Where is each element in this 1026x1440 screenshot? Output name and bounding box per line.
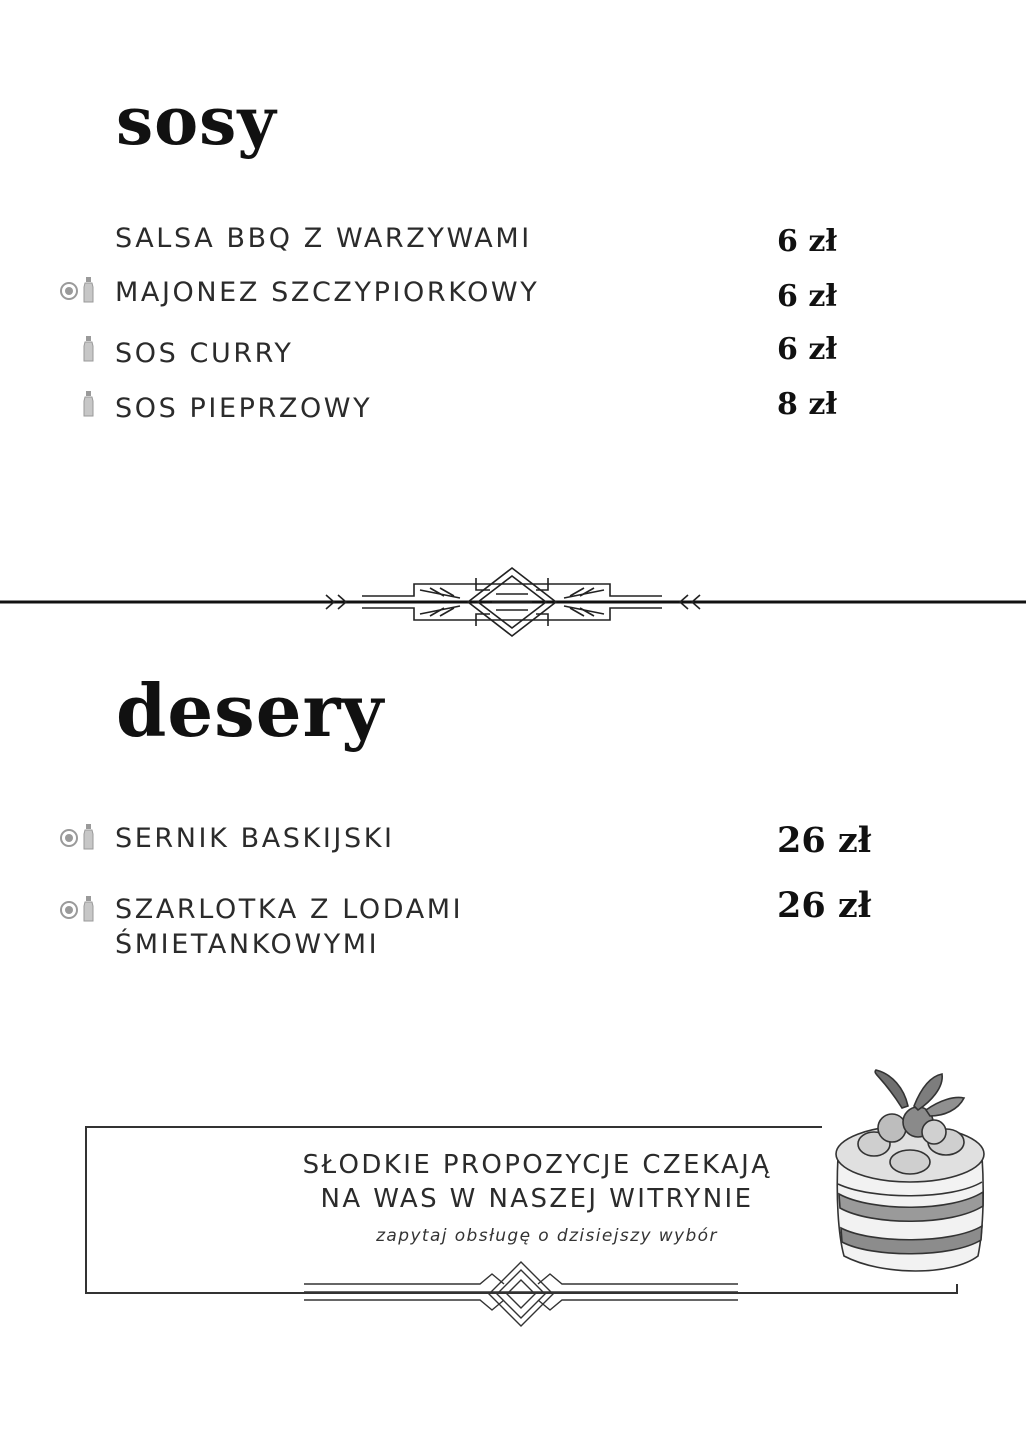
- cake-illustration: [822, 1066, 998, 1284]
- menu-item-name-line1: SZARLOTKA Z LODAMI: [115, 894, 464, 925]
- section-title-sauces: sosy: [116, 82, 277, 160]
- milk-bottle-icon: [82, 390, 96, 418]
- menu-item-name: MAJONEZ SZCZYPIORKOWY: [115, 277, 540, 308]
- milk-bottle-icon: [82, 823, 96, 851]
- milk-bottle-icon: [82, 895, 96, 923]
- promo-subtitle: zapytaj obsługę o dzisiejszy wybór: [376, 1226, 718, 1246]
- menu-item-name: SOS PIEPRZOWY: [115, 393, 373, 424]
- menu-item-name: SOS CURRY: [115, 338, 294, 369]
- menu-item-price: 8 zł: [777, 387, 837, 422]
- ornamental-divider: [0, 562, 1026, 642]
- milk-bottle-icon: [82, 335, 96, 363]
- section-title-desserts: desery: [116, 668, 385, 753]
- menu-item-price: 26 zł: [777, 820, 872, 861]
- menu-item-name-line2: ŚMIETANKOWYMI: [115, 929, 380, 960]
- promo-line-1: SŁODKIE PROPOZYCJE CZEKAJĄ: [302, 1150, 772, 1180]
- menu-item-price: 6 zł: [777, 224, 837, 259]
- menu-item-name: SERNIK BASKIJSKI: [115, 823, 395, 854]
- menu-item-price: 26 zł: [777, 885, 872, 926]
- promo-divider-ornament: [300, 1258, 742, 1330]
- menu-item-price: 6 zł: [777, 332, 837, 367]
- menu-item-name: SALSA BBQ Z WARZYWAMI: [115, 223, 532, 254]
- milk-bottle-icon: [82, 276, 96, 304]
- promo-line-2: NA WAS W NASZEJ WITRYNIE: [320, 1184, 754, 1214]
- menu-item-price: 6 zł: [777, 279, 837, 314]
